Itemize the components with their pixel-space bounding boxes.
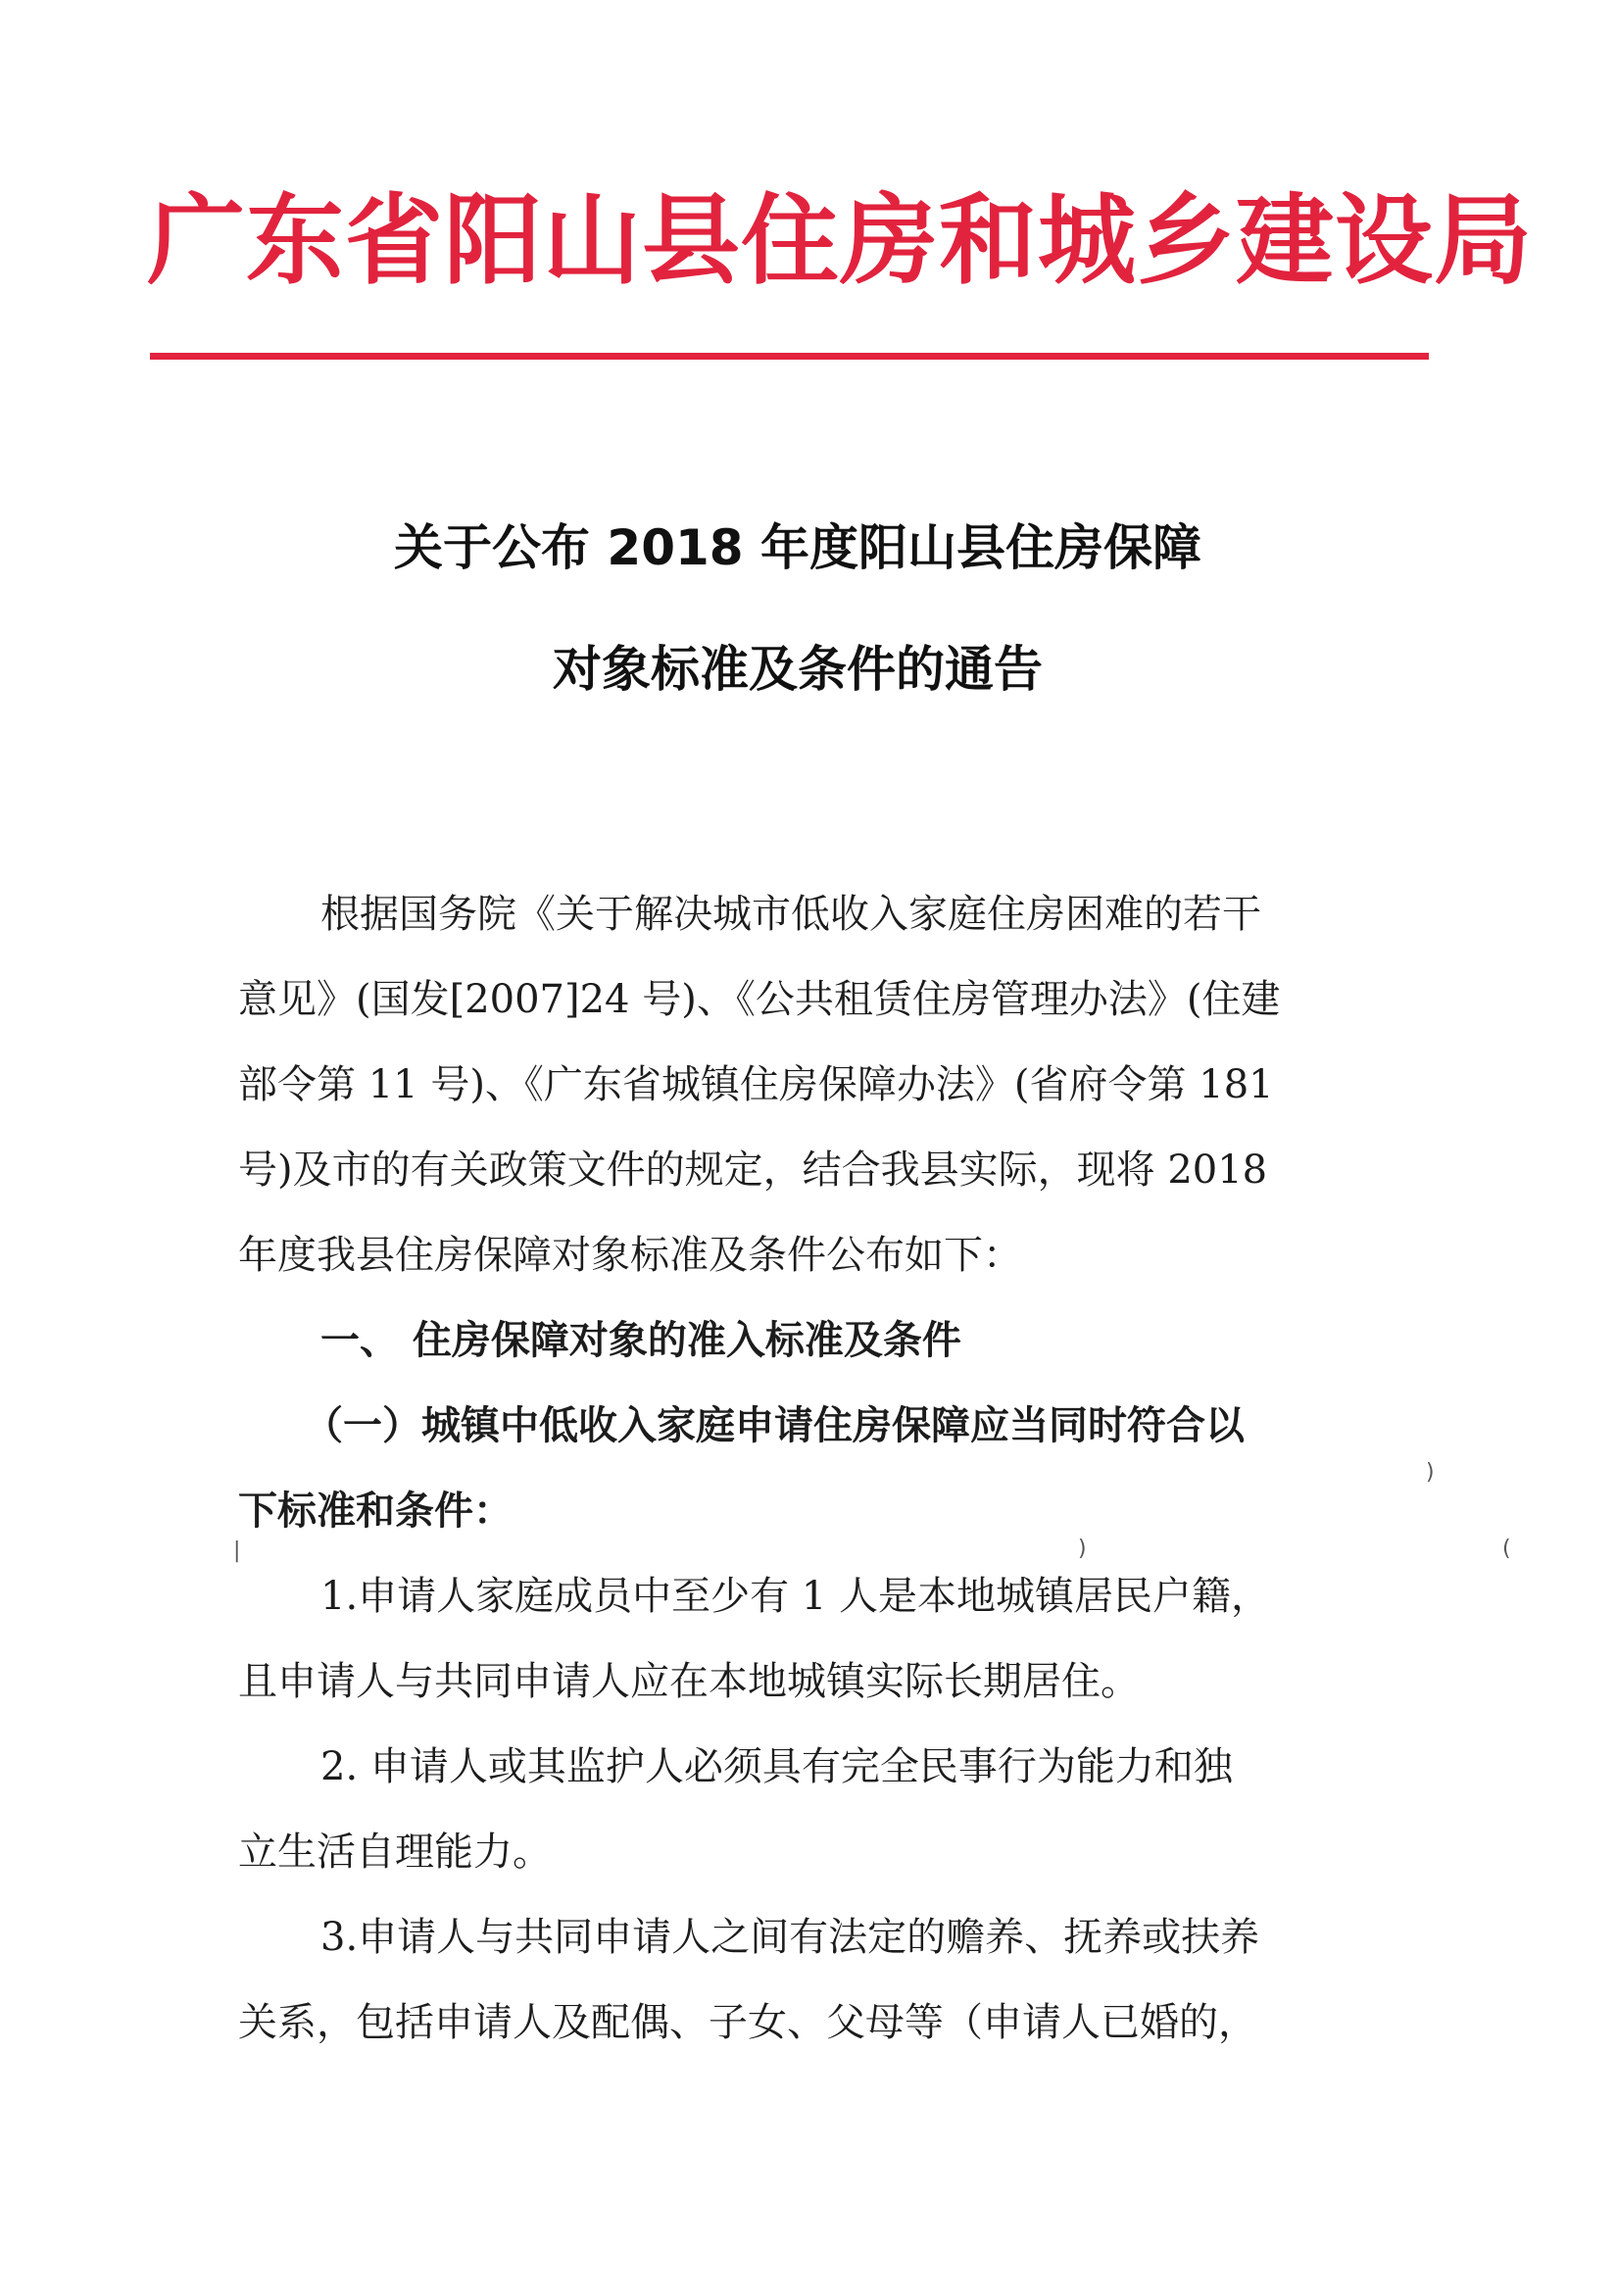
body-paragraph-line: 年度我县住房保障对象标准及条件公布如下： xyxy=(238,1233,1022,1278)
letterhead-org-name: 广东省阳山县住房和城乡建设局 xyxy=(147,182,1533,298)
body-paragraph-line: 3.申请人与共同申请人之间有法定的赡养、抚养或扶养 xyxy=(320,1915,1260,1960)
scan-mark: ) xyxy=(1426,1460,1435,1485)
body-paragraph-line: 根据国务院《关于解决城市低收入家庭住房困难的若干 xyxy=(320,892,1261,937)
body-paragraph-line: 立生活自理能力。 xyxy=(238,1830,552,1875)
body-paragraph-line: 且申请人与共同申请人应在本地城镇实际长期居住。 xyxy=(238,1659,1140,1704)
letterhead-red-rule xyxy=(150,353,1429,360)
section-heading: 一、 住房保障对象的准入标准及条件 xyxy=(320,1318,961,1363)
subsection-heading-line: 下标准和条件： xyxy=(238,1489,513,1534)
body-paragraph-line: 2. 申请人或其监护人必须具有完全民事行为能力和独 xyxy=(320,1744,1233,1789)
subsection-heading-line: （一）城镇中低收入家庭申请住房保障应当同时符合以 xyxy=(304,1403,1245,1448)
scan-mark: ) xyxy=(1078,1537,1087,1561)
scan-mark: ( xyxy=(1502,1537,1511,1561)
body-paragraph-line: 1.申请人家庭成员中至少有 1 人是本地城镇居民户籍， xyxy=(320,1574,1271,1619)
body-paragraph-line: 意见》(国发[2007]24 号)、《公共租赁住房管理办法》(住建 xyxy=(238,977,1281,1022)
document-title-line-1: 关于公布 2018 年度阳山县住房保障 xyxy=(394,519,1201,576)
body-paragraph-line: 关系，包括申请人及配偶、子女、父母等（申请人已婚的， xyxy=(238,2000,1257,2045)
body-paragraph-line: 号)及市的有关政策文件的规定，结合我县实际，现将 2018 xyxy=(238,1148,1268,1193)
scan-mark: | xyxy=(233,1539,241,1563)
body-paragraph-line: 部令第 11 号)、《广东省城镇住房保障办法》(省府令第 181 xyxy=(238,1062,1274,1107)
document-title-line-2: 对象标准及条件的通告 xyxy=(553,641,1043,698)
